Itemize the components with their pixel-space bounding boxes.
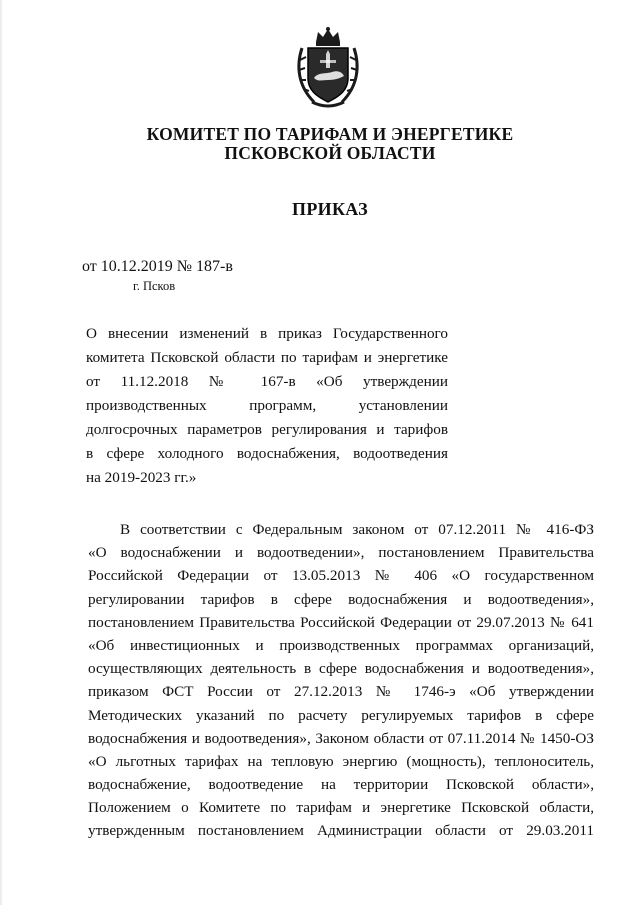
body-line: Российской Федерации от 13.05.2013 № 406 «О государственном — [88, 567, 594, 585]
body-line: приказом ФСТ России от 27.12.2013 № 1746-э «Об утверждении — [88, 683, 594, 701]
subject-line: долгосрочных параметров регулирования и тарифов — [86, 421, 448, 438]
body-line: постановлением Правительства Российской Федерации от 29.07.2013 № 641 — [88, 613, 594, 631]
body-line: «Об инвестиционных и производственных программах организаций, — [88, 636, 594, 654]
body-line: Положением о Комитете по тарифам и энергетике Псковской области, — [88, 799, 594, 817]
body-line: Методических указаний по расчету регулируемых тарифов в сфере — [88, 706, 594, 724]
pskov-coat-of-arms-icon — [292, 26, 364, 110]
body-line: регулировании тарифов в сфере водоснабжения и водоотведения», — [88, 590, 594, 608]
body-line: В соответствии с Федеральным законом от 07.12.2011 № 416-ФЗ — [120, 521, 594, 538]
date-and-number: от 10.12.2019 № 187-в — [82, 258, 233, 275]
organization-name-line2: ПСКОВСКОЙ ОБЛАСТИ — [224, 143, 436, 163]
city-name: г. Псков — [133, 279, 176, 293]
subject-line: от 11.12.2018 № 167-в «Об утверждении — [86, 373, 448, 390]
subject-line: О внесении изменений в приказ Государственного — [86, 325, 448, 342]
body-line: водоснабжение, водоотведение на территории Псковской области», — [88, 776, 594, 794]
organization-name-line1: КОМИТЕТ ПО ТАРИФАМ И ЭНЕРГЕТИКЕ — [146, 124, 514, 144]
body-line: осуществляющих деятельность в сфере водоснабжения и водоотведения», — [88, 660, 594, 678]
document-type-title: ПРИКАЗ — [292, 199, 368, 219]
body-line: утвержденным постановлением Администрации области от 29.03.2011 — [88, 822, 594, 840]
subject-line: производственных программ, установлении — [86, 397, 448, 414]
body-line: «О льготных тарифах на тепловую энергию (мощность), теплоноситель, — [88, 752, 594, 770]
subject-line: на 2019-2023 гг.» — [86, 469, 197, 486]
preamble-paragraph — [88, 518, 594, 843]
order-subject — [86, 322, 448, 490]
body-line: водоснабжения и водоотведения», Законом области от 07.11.2014 № 1450-ОЗ — [88, 729, 594, 747]
scan-left-edge — [0, 0, 3, 905]
body-line: «О водоснабжении и водоотведении», постановлением Правительства — [88, 544, 594, 562]
subject-line: в сфере холодного водоснабжения, водоотведения — [86, 445, 448, 462]
subject-line: комитета Псковской области по тарифам и энергетике — [86, 349, 448, 366]
